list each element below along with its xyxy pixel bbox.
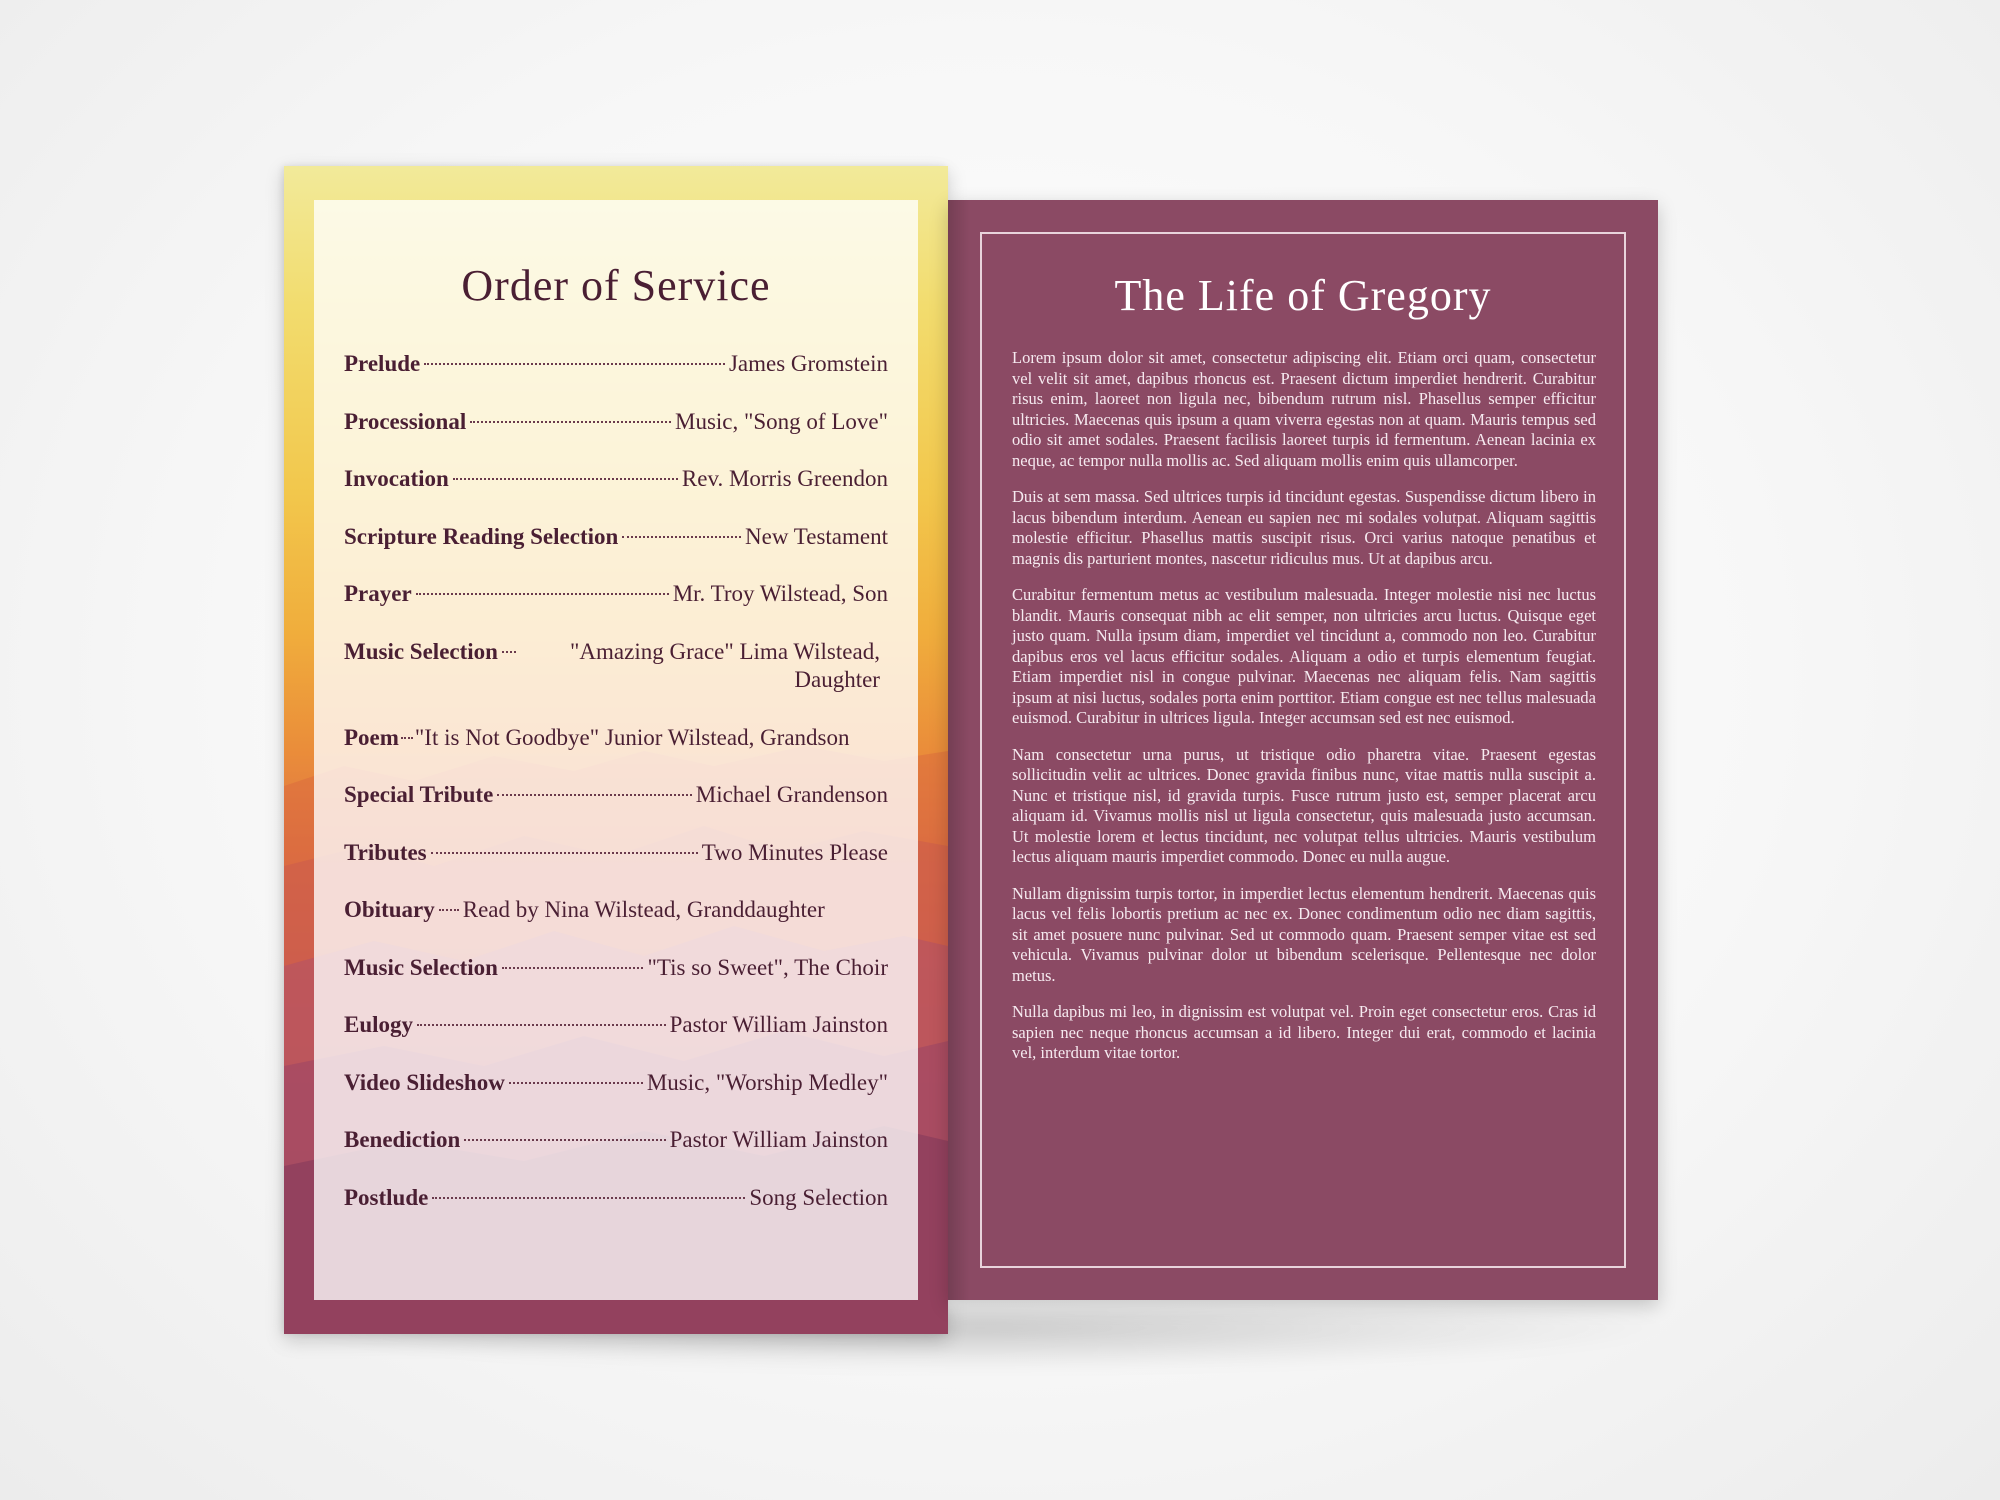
service-item-label: Obituary bbox=[344, 897, 435, 922]
service-item-label: Scripture Reading Selection bbox=[344, 523, 619, 549]
service-item-detail: "Amazing Grace" Lima Wilstead, Daughter bbox=[570, 638, 880, 692]
service-item bbox=[344, 1069, 888, 1127]
life-story-body bbox=[1012, 348, 1596, 1080]
service-item-detail: New Testament bbox=[745, 523, 888, 549]
service-item-label: Poem bbox=[344, 724, 399, 750]
service-item-label: Music Selection bbox=[344, 954, 498, 980]
center-fold-shading bbox=[948, 200, 970, 1300]
order-of-service-panel bbox=[284, 166, 948, 1334]
service-item-detail: James Gromstein bbox=[728, 351, 888, 376]
dot-leader bbox=[509, 1082, 643, 1084]
life-story-paragraph: Curabitur fermentum metus ac vestibulum malesuada. Integer molestie nisi nec luctus blandit. Mauris consequat nibh ac elit semper, non ultricies arcu luctus. Quisque eget justo quam. Nulla ipsum diam, imperdiet vel tincidunt a, commodo non leo. Curabitur dapibus eros vel lacus efficitur sodales. Aliquam a odio et turpis elementum feugiat. Etiam imperdiet nisl in congue pulvinar. Maecenas nec aliquam felis. Nam sagittis ipsum at nisi luctus, sodales porta enim porttitor. Etiam congue est nec tellus malesuada euismod. Curabitur in ultrices ligula. Integer accumsan sed est nec euismod. bbox=[1012, 585, 1596, 727]
service-item bbox=[344, 781, 888, 839]
dot-leader bbox=[439, 909, 459, 911]
service-item-label: Benediction bbox=[344, 1127, 461, 1152]
service-item-label: Postlude bbox=[344, 1184, 429, 1210]
order-of-service-inner-card bbox=[314, 200, 918, 1300]
life-story-panel bbox=[948, 200, 1658, 1300]
service-item-label: Music Selection bbox=[344, 638, 498, 664]
life-story-paragraph: Nullam dignissim turpis tortor, in imperdiet lectus elementum hendrerit. Maecenas quis lacus vel felis lobortis pretium ac nec ex. Donec condimentum odio nec diam sagittis, sit amet posuere nunc pulvinar. Sed ut commodo quam. Praesent semper vitae est sed vehicula. Vivamus pulvinar dolor ut bibendum scelerisque. Pellentesque nec dolor metus. bbox=[1012, 883, 1596, 985]
service-item bbox=[344, 350, 888, 408]
service-item bbox=[344, 1126, 888, 1184]
life-story-paragraph: Duis at sem massa. Sed ultrices turpis id tincidunt egestas. Suspendisse dictum libero in lacus bibendum interdum. Aenean eu sapien nec mi sodales volutpat. Aliquam sagittis molestie efficitur. Phasellus mattis suscipit risus. Orci varius natoque penatibus et magnis dis parturient montes, nascetur ridiculus mus. Ut at dapibus arcu. bbox=[1012, 487, 1596, 568]
service-item-label: Special Tribute bbox=[344, 782, 494, 807]
dot-leader bbox=[497, 794, 691, 796]
dot-leader bbox=[453, 478, 678, 480]
service-item-detail: "Tis so Sweet", The Choir bbox=[647, 954, 888, 980]
service-item-detail: Pastor William Jainston bbox=[669, 1012, 888, 1037]
life-story-paragraph: Lorem ipsum dolor sit amet, consectetur adipiscing elit. Etiam orci quam, consectetur vel velit sit amet, dapibus rhoncus est. Praesent dictum imperdiet hendrerit. Curabitur risus enim, laoreet non ligula nec, bibendum rutrum nisl. Phasellus semper efficitur ultricies. Maecenas quis ipsum a quam viverra egestas non at quam. Mauris tempus sed odio sit amet sodales. Praesent facilisis laoreet turpis id fermentum. Aenean lacinia ex neque, ac tempor nulla mollis ac. Sed aliquam mollis enim quis ullamcorper. bbox=[1012, 348, 1596, 470]
service-item-detail: Two Minutes Please bbox=[701, 839, 888, 865]
dot-leader bbox=[431, 852, 698, 854]
service-item-label: Video Slideshow bbox=[344, 1069, 505, 1095]
dot-leader bbox=[424, 363, 725, 365]
service-item-detail: Mr. Troy Wilstead, Son bbox=[672, 581, 888, 606]
service-item-detail: Read by Nina Wilstead, Granddaughter bbox=[462, 897, 825, 922]
service-item-label: Tributes bbox=[344, 839, 427, 865]
dot-leader bbox=[502, 967, 644, 969]
service-item bbox=[344, 638, 888, 724]
dot-leader bbox=[622, 536, 741, 538]
service-item bbox=[344, 1011, 888, 1069]
dot-leader bbox=[432, 1197, 745, 1199]
service-item bbox=[344, 724, 888, 782]
service-item-detail: Michael Grandenson bbox=[695, 782, 888, 807]
dot-leader bbox=[401, 737, 413, 739]
dot-leader bbox=[502, 651, 516, 653]
service-item bbox=[344, 896, 888, 954]
service-item bbox=[344, 408, 888, 466]
service-item bbox=[344, 954, 888, 1012]
dot-leader bbox=[417, 1024, 666, 1026]
service-item bbox=[344, 523, 888, 581]
service-item-label: Prayer bbox=[344, 581, 412, 606]
service-item-detail: "It is Not Goodbye" Junior Wilstead, Grandson bbox=[414, 724, 850, 750]
life-story-paragraph: Nulla dapibus mi leo, in dignissim est volutpat vel. Proin eget consectetur eros. Cras id sapien nec neque rhoncus accumsan a id libero. Integer dui erat, commodo et lacinia vel, interdum vitae tortor. bbox=[1012, 1002, 1596, 1062]
service-item-detail: Rev. Morris Greendon bbox=[681, 466, 888, 491]
dot-leader bbox=[470, 421, 671, 423]
service-item-detail: Song Selection bbox=[749, 1184, 888, 1210]
service-item bbox=[344, 839, 888, 897]
service-item-label: Prelude bbox=[344, 351, 421, 376]
service-item bbox=[344, 465, 888, 523]
service-item-detail: Music, "Worship Medley" bbox=[646, 1069, 888, 1095]
service-item bbox=[344, 1184, 888, 1242]
service-item-label: Processional bbox=[344, 408, 467, 434]
service-item-label: Eulogy bbox=[344, 1012, 414, 1037]
service-item bbox=[344, 580, 888, 638]
service-item-detail: Music, "Song of Love" bbox=[675, 408, 888, 434]
service-item-label: Invocation bbox=[344, 466, 449, 491]
dot-leader bbox=[416, 593, 669, 595]
life-story-title: The Life of Gregory bbox=[1114, 271, 1492, 320]
service-list bbox=[344, 350, 888, 1241]
life-story-paragraph: Nam consectetur urna purus, ut tristique odio pharetra vitae. Praesent egestas sollicitudin velit ac ultrices. Donec gravida finibus nunc, vitae mattis nulla suscipit a. Nunc et tristique nisl, id gravida turpis. Fusce rutrum justo est, semper placerat arcu aliquam id. Vivamus mollis nisl ut ligula consectetur, quis malesuada justo accumsan. Ut molestie lorem et lectus tincidunt, nec volutpat tellus ultricies. Mauris vestibulum lectus aliquam mauris imperdiet commodo. Donec eu nulla augue. bbox=[1012, 744, 1596, 866]
service-item-detail: Pastor William Jainston bbox=[669, 1127, 888, 1152]
dot-leader bbox=[464, 1139, 665, 1141]
order-of-service-title: Order of Service bbox=[461, 261, 771, 310]
